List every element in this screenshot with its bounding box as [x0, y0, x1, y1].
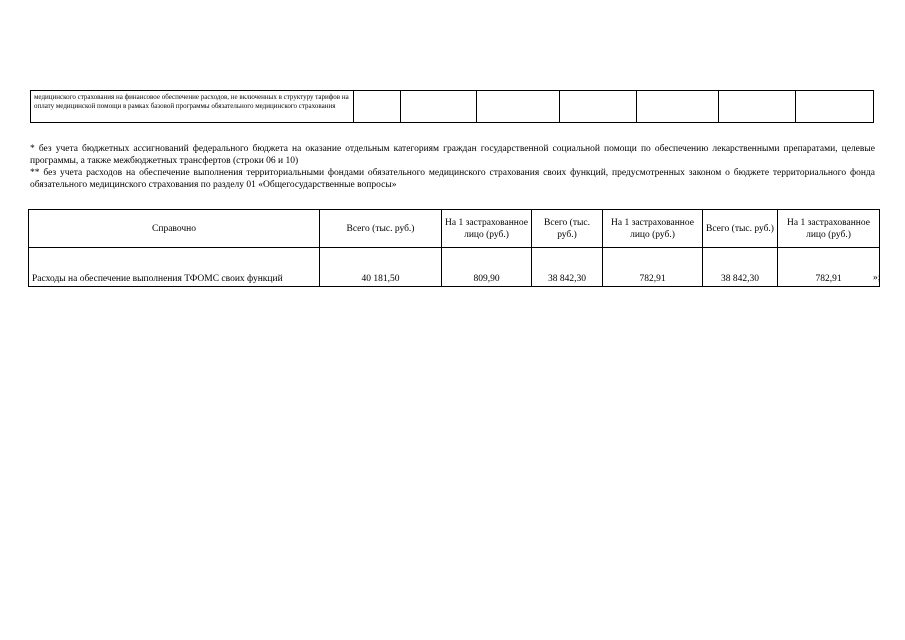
table-row [31, 91, 874, 123]
column-header-per-insured: На 1 застрахованное лицо (руб.) [603, 210, 703, 248]
value-cell: 38 842,30 [703, 248, 778, 287]
value-cell: 809,90 [442, 248, 532, 287]
footnotes [30, 143, 875, 191]
column-header-per-insured: На 1 застрахованное лицо (руб.) [442, 210, 532, 248]
empty-cell [719, 91, 796, 123]
column-header-total: Всего (тыс. руб.) [532, 210, 603, 248]
footnote-2: ** без учета расходов на обеспечение выполнения территориальными фондами обязательного медицинского страхования своих функций, предусмотренных законом о бюджете территориального фонда обязательного медицинского страхования по разделу 01 «Общегосударственные вопросы» [30, 168, 875, 190]
column-header-total: Всего (тыс. руб.) [320, 210, 442, 248]
value-cell: 782,91 [603, 248, 703, 287]
column-header-per-insured: На 1 застрахованное лицо (руб.) [778, 210, 880, 248]
column-header-total: Всего (тыс. руб.) [703, 210, 778, 248]
table-row [29, 248, 880, 287]
value-cell: 40 181,50 [320, 248, 442, 287]
empty-cell [560, 91, 637, 123]
closing-quote-mark: »; [873, 273, 881, 283]
value-cell: 38 842,30 [532, 248, 603, 287]
empty-cell [477, 91, 560, 123]
row-label: Расходы на обеспечение выполнения ТФОМС своих функций [29, 248, 320, 287]
table-header-row [29, 210, 880, 248]
empty-cell [354, 91, 401, 123]
empty-cell [637, 91, 719, 123]
column-header-reference: Справочно [29, 210, 320, 248]
value-cell: 782,91 [778, 248, 880, 287]
footnote-1: * без учета бюджетных ассигнований федерального бюджета на оказание отдельным категориям граждан государственной социальной помощи по обеспечению лекарственными препаратами, целевые программы, а также межбюджетных трансфертов (строки 06 и 10) [30, 144, 875, 166]
top-table-fragment [30, 90, 874, 123]
empty-cell [401, 91, 477, 123]
top-table-first-cell: медицинского страхования на финансовое обеспечение расходов, не включенных в структуру тарифов на оплату медицинской помощи в рамках базовой программы обязательного медицинского страхования [31, 91, 354, 123]
reference-table [28, 209, 880, 287]
empty-cell [796, 91, 874, 123]
